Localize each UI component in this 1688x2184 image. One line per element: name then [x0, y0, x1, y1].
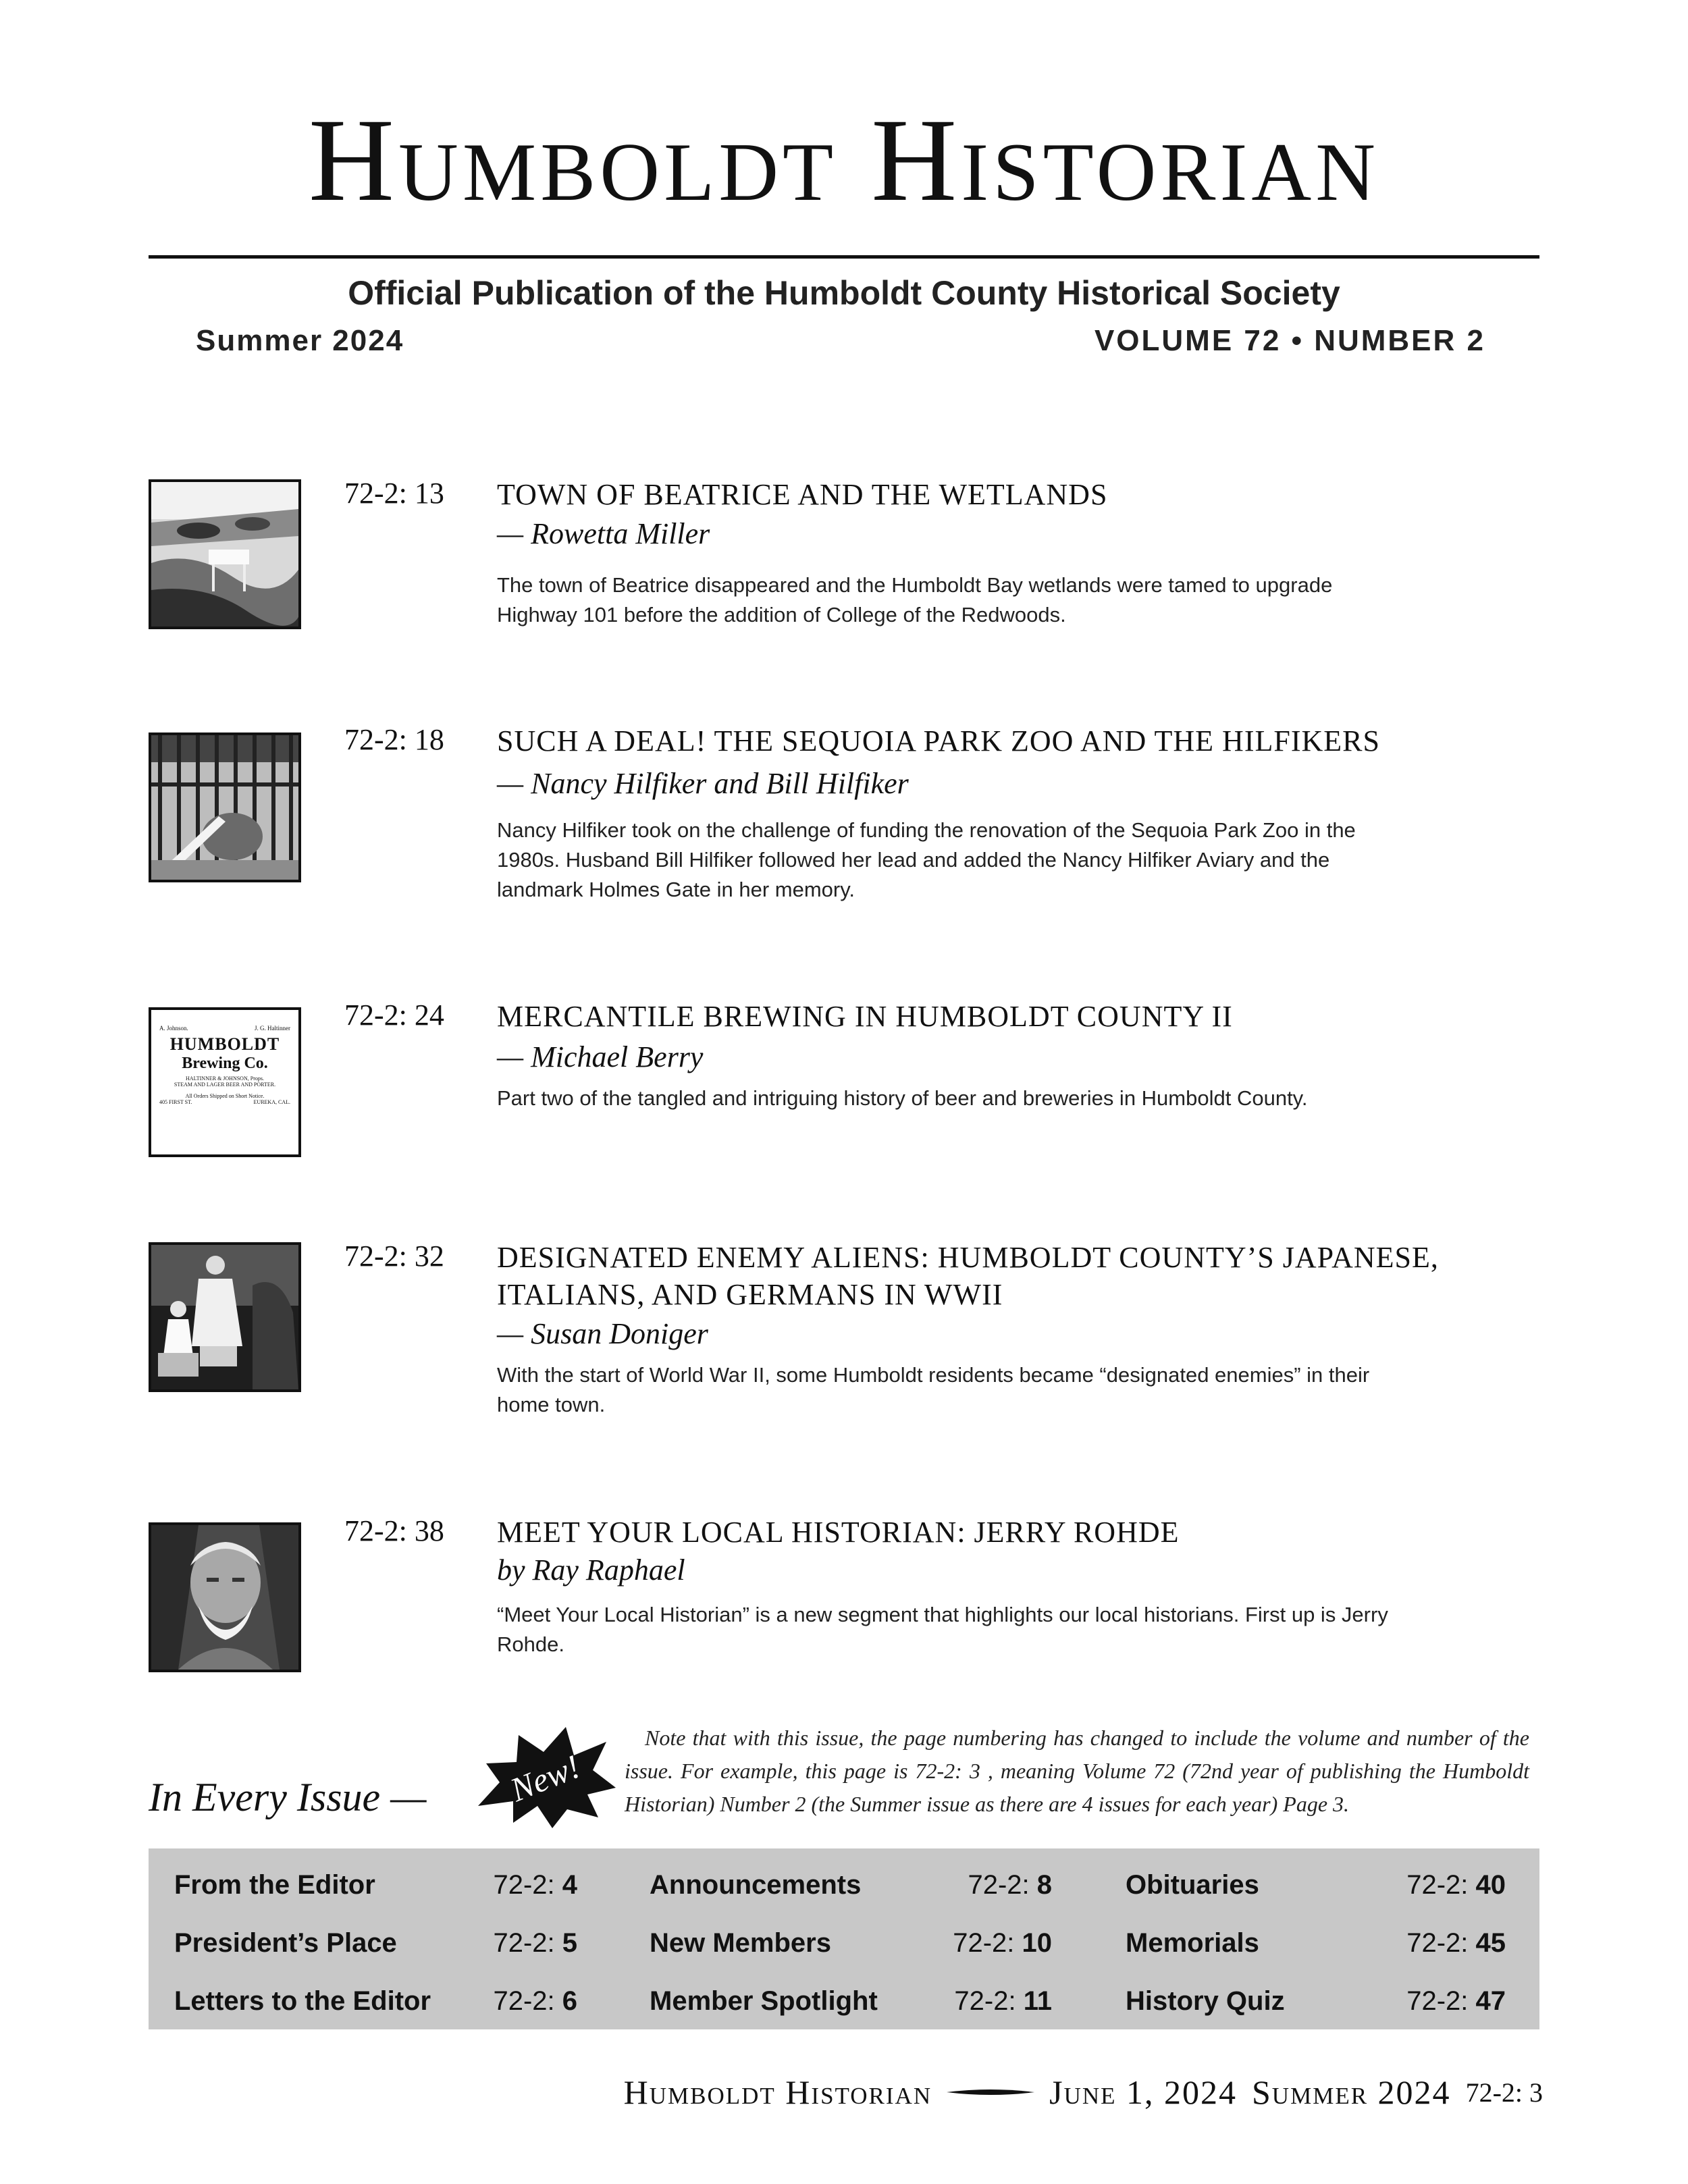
every-issue-item-name[interactable]: Member Spotlight [650, 1986, 878, 2016]
page-prefix: 72-2: [493, 1986, 555, 2016]
page-footer [624, 2073, 1543, 2112]
page-prefix: 72-2: [1406, 1986, 1469, 2016]
ad-brewery-name: HUMBOLDT [169, 1034, 280, 1054]
every-issue-table [149, 1848, 1539, 2029]
new-badge-text: New! [504, 1747, 585, 1809]
page-number: 6 [562, 1986, 577, 2016]
every-issue-item-name[interactable]: New Members [650, 1928, 831, 1958]
footer-ornament-icon [947, 2085, 1034, 2099]
article-title[interactable]: DESIGNATED ENEMY ALIENS: HUMBOLDT COUNTY’S JAPANESE, ITALIANS, AND GERMANS IN WWII [497, 1241, 1439, 1311]
masthead-rule [149, 255, 1539, 259]
page-prefix: 72-2: [968, 1870, 1030, 1900]
masthead-title: Humboldt Historian [308, 95, 1380, 226]
article-author: — Nancy Hilfiker and Bill Hilfiker [497, 767, 909, 800]
article-description: Nancy Hilfiker took on the challenge of funding the renovation of the Sequoia Park Zoo in the 1980s. Husband Bill Hilfiker followed her lead and added the Nancy Hilfiker Aviary and the landmark Holmes Gate in her memory. [497, 818, 1356, 901]
ad-partner-right: J. G. Haltinner [255, 1025, 290, 1032]
article-page-ref: 72-2: 18 [344, 723, 444, 756]
page-number: 10 [1022, 1928, 1052, 1958]
page-prefix: 72-2: [954, 1986, 1016, 2016]
article-page-ref: 72-2: 24 [344, 998, 444, 1032]
article-author: — Rowetta Miller [497, 517, 710, 550]
every-issue-item-page [910, 1928, 1052, 1959]
every-issue-item-name[interactable]: Announcements [650, 1870, 862, 1900]
every-issue-item-page [1364, 1986, 1506, 2017]
article-description: With the start of World War II, some Humboldt residents became “designated enemies” in their home town. [497, 1363, 1370, 1416]
page-prefix: 72-2: [1406, 1928, 1469, 1958]
masthead-subtitle: Official Publication of the Humboldt County Historical Society [348, 274, 1340, 312]
ad-note: All Orders Shipped on Short Notice. [185, 1093, 265, 1099]
every-issue-item-name[interactable]: History Quiz [1126, 1986, 1285, 2016]
footer-season: Summer 2024 [1252, 2073, 1451, 2111]
article-description: Part two of the tangled and intriguing history of beer and breweries in Humboldt County. [497, 1086, 1308, 1110]
page-number: 47 [1475, 1986, 1506, 2016]
every-issue-item-page [436, 1986, 577, 2017]
article-thumbnail-beatrice[interactable] [149, 479, 301, 629]
page-number: 11 [1023, 1986, 1052, 2016]
every-issue-item-name[interactable]: Obituaries [1126, 1870, 1259, 1900]
every-issue-item-page [436, 1870, 577, 1900]
every-issue-item-name[interactable]: From the Editor [174, 1870, 375, 1900]
page-number: 45 [1475, 1928, 1506, 1958]
every-issue-item-page [910, 1870, 1052, 1900]
article-title[interactable]: SUCH A DEAL! THE SEQUOIA PARK ZOO AND THE HILFIKERS [497, 724, 1380, 757]
page-number: 4 [562, 1870, 577, 1900]
article-author: — Susan Doniger [497, 1317, 708, 1350]
ad-partner-left: A. Johnson. [159, 1025, 188, 1032]
in-every-issue-label: In Every Issue — [149, 1775, 427, 1819]
article-thumbnail-enemy-aliens[interactable] [149, 1242, 301, 1392]
every-issue-item-name[interactable]: President’s Place [174, 1928, 397, 1958]
article-thumbnail-brewing-ad[interactable] [149, 1007, 301, 1157]
article-description: “Meet Your Local Historian” is a new segment that highlights our local historians. First up is Jerry Rohde. [497, 1603, 1388, 1656]
every-issue-item-page [1364, 1928, 1506, 1959]
every-issue-item-name[interactable]: Memorials [1126, 1928, 1259, 1958]
every-issue-item-page [1364, 1870, 1506, 1900]
footer-page-number: 72-2: 3 [1465, 2077, 1543, 2108]
article-title[interactable]: MERCANTILE BREWING IN HUMBOLDT COUNTY II [497, 1000, 1233, 1033]
new-badge-burst-icon [466, 1715, 621, 1830]
issue-season: Summer 2024 [196, 324, 404, 357]
article-title[interactable]: MEET YOUR LOCAL HISTORIAN: JERRY ROHDE [497, 1516, 1180, 1549]
page-number: 40 [1475, 1870, 1506, 1900]
page-number: 8 [1036, 1870, 1052, 1900]
article-author: — Michael Berry [497, 1040, 704, 1073]
footer-title: Humboldt Historian [623, 2073, 932, 2111]
ad-proprietors: HALTINNER & JOHNSON, Props. [186, 1075, 264, 1082]
article-title[interactable]: TOWN OF BEATRICE AND THE WETLANDS [497, 478, 1108, 511]
article-page-ref: 72-2: 38 [344, 1514, 444, 1547]
every-issue-item-page [910, 1986, 1052, 2017]
page-prefix: 72-2: [493, 1928, 555, 1958]
page-prefix: 72-2: [1406, 1870, 1469, 1900]
ad-address: 405 FIRST ST. [159, 1099, 192, 1105]
page-number: 5 [562, 1928, 577, 1958]
every-issue-item-name[interactable]: Letters to the Editor [174, 1986, 431, 2016]
ad-city: EUREKA, CAL. [253, 1099, 290, 1105]
article-thumbnail-zoo[interactable] [149, 733, 301, 882]
issue-volume: VOLUME 72 • NUMBER 2 [1094, 324, 1485, 357]
article-page-ref: 72-2: 32 [344, 1240, 444, 1273]
page-prefix: 72-2: [493, 1870, 555, 1900]
article-thumbnail-jerry-rohde[interactable] [149, 1522, 301, 1672]
ad-brewery-name-2: Brewing Co. [182, 1055, 268, 1072]
ad-products: STEAM AND LAGER BEER AND PORTER. [174, 1082, 276, 1088]
footer-date: June 1, 2024 [1049, 2073, 1237, 2111]
article-author: by Ray Raphael [497, 1553, 685, 1587]
article-page-ref: 72-2: 13 [344, 477, 444, 510]
page-numbering-note: Note that with this issue, the page numbering has changed to include the volume and number of the issue. For example, this page is 72-2: 3 , meaning Volume 72 (72nd year of publishing the Humboldt Historian) Number 2 (the Summer issue as there are 4 issues for each year) Page 3. [625, 1726, 1529, 1816]
article-description: The town of Beatrice disappeared and the Humboldt Bay wetlands were tamed to upgrade Highway 101 before the addition of College of the Redwoods. [497, 573, 1333, 627]
every-issue-item-page [436, 1928, 577, 1959]
page-prefix: 72-2: [953, 1928, 1015, 1958]
